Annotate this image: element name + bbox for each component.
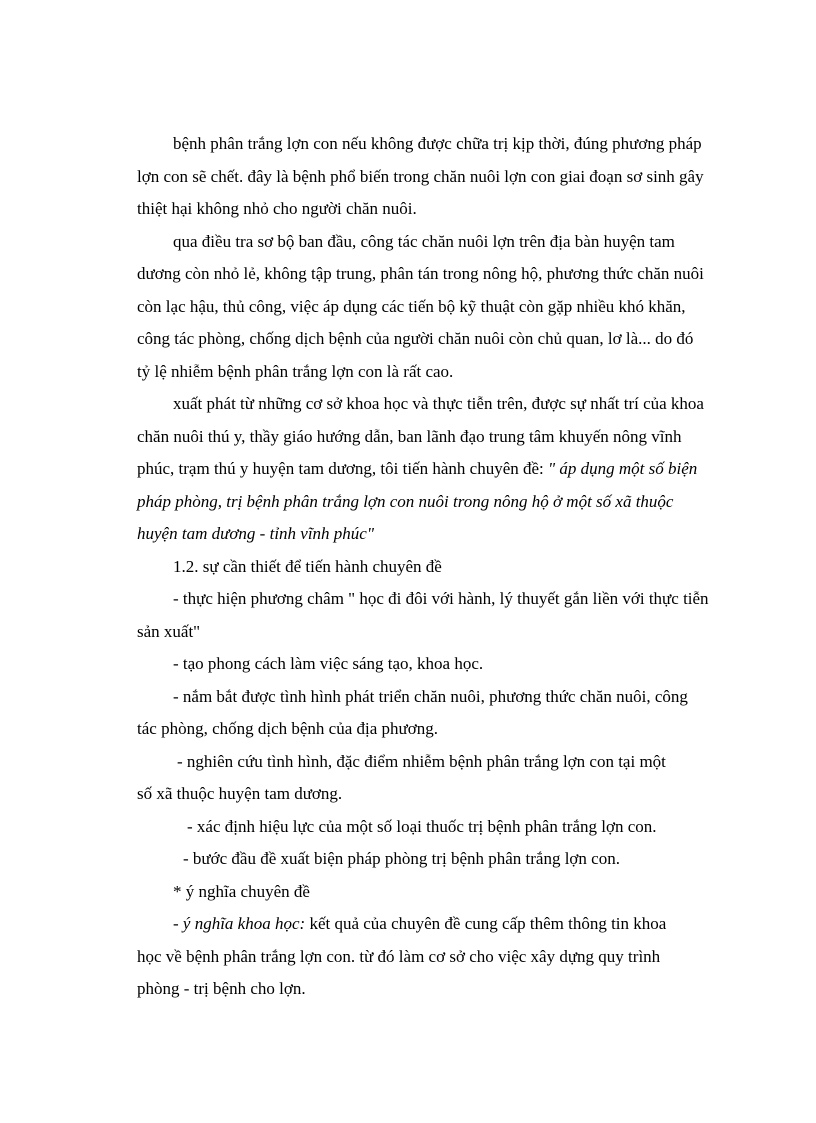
paragraph-survey	[137, 226, 740, 389]
topic-title-start: " áp dụng một số biện	[548, 459, 698, 478]
text-line: qua điều tra sơ bộ ban đầu, công tác chăn nuôi lợn trên địa bàn huyện tam	[173, 231, 675, 251]
text-line: số xã thuộc huyện tam dương.	[137, 784, 343, 803]
text-line: công tác phòng, chống dịch bệnh của người chăn nuôi còn chủ quan, lơ là... do đó	[137, 329, 694, 348]
text-line: - bước đầu đề xuất biện pháp phòng trị bệnh phân trắng lợn con.	[183, 849, 620, 868]
heading-text: 1.2. sự cần thiết để tiến hành chuyên đề	[173, 556, 442, 576]
text-line: phòng - trị bệnh cho lợn.	[137, 979, 306, 998]
text-line: sản xuất"	[137, 621, 201, 641]
text-line: - thực hiện phương châm " học đi đôi với hành, lý thuyết gắn liền với thực tiễn	[173, 589, 709, 608]
text-line: dương còn nhỏ lẻ, không tập trung, phân tán trong nông hộ, phương thức chăn nuôi	[137, 264, 704, 283]
document-body	[137, 128, 740, 1006]
paragraph-basis	[137, 388, 740, 551]
bullet-situation	[137, 681, 740, 746]
text-run: kết quả của chuyên đề cung cấp thêm thông tin khoa	[305, 914, 667, 933]
text-line: tỷ lệ nhiễm bệnh phân trắng lợn con là rất cao.	[137, 361, 454, 381]
subheading-scientific: - ý nghĩa khoa học:	[173, 914, 306, 933]
text-line: học về bệnh phân trắng lợn con. từ đó làm cơ sở cho việc xây dựng quy trình	[137, 946, 661, 966]
text-line: còn lạc hậu, thủ công, việc áp dụng các tiến bộ kỹ thuật còn gặp nhiều khó khăn,	[137, 296, 686, 316]
paragraph-intro	[137, 128, 740, 226]
topic-title-line: huyện tam dương - tỉnh vĩnh phúc"	[137, 524, 374, 543]
text-line: bệnh phân trắng lợn con nếu không được chữa trị kịp thời, đúng phương pháp	[173, 134, 702, 153]
bullet-propose	[137, 843, 740, 876]
bullet-research	[137, 746, 740, 811]
text-line: - nắm bắt được tình hình phát triển chăn nuôi, phương thức chăn nuôi, công	[173, 686, 688, 706]
topic-title-line: pháp phòng, trị bệnh phân trắng lợn con nuôi trong nông hộ ở một số xã thuộc	[137, 491, 674, 511]
text-line: - xác định hiệu lực của một số loại thuốc trị bệnh phân trắng lợn con.	[187, 816, 657, 836]
section-heading-meaning	[137, 876, 740, 909]
text-line: lợn con sẽ chết. đây là bệnh phổ biến trong chăn nuôi lợn con giai đoạn sơ sinh gây	[137, 166, 704, 186]
text-line: chăn nuôi thú y, thầy giáo hướng dẫn, ban lãnh đạo trung tâm khuyến nông vĩnh	[137, 426, 682, 446]
text-line: thiệt hại không nhỏ cho người chăn nuôi.	[137, 199, 417, 218]
text-run: phúc, trạm thú y huyện tam dương, tôi tiến hành chuyên đề:	[137, 459, 549, 478]
paragraph-meaning	[137, 908, 740, 1006]
text-line: tác phòng, chống dịch bệnh của địa phương.	[137, 719, 438, 738]
heading-text: * ý nghĩa chuyên đề	[173, 881, 310, 901]
text-line	[137, 453, 740, 486]
bullet-style	[137, 648, 740, 681]
section-heading-1-2	[137, 551, 740, 584]
text-line	[137, 908, 740, 941]
text-line: - nghiên cứu tình hình, đặc điểm nhiễm bệnh phân trắng lợn con tại một	[177, 751, 666, 771]
text-line: xuất phát từ những cơ sở khoa học và thực tiễn trên, được sự nhất trí của khoa	[173, 394, 704, 413]
bullet-efficacy	[137, 811, 740, 844]
bullet-practice	[137, 583, 740, 648]
text-line: - tạo phong cách làm việc sáng tạo, khoa học.	[173, 654, 484, 673]
